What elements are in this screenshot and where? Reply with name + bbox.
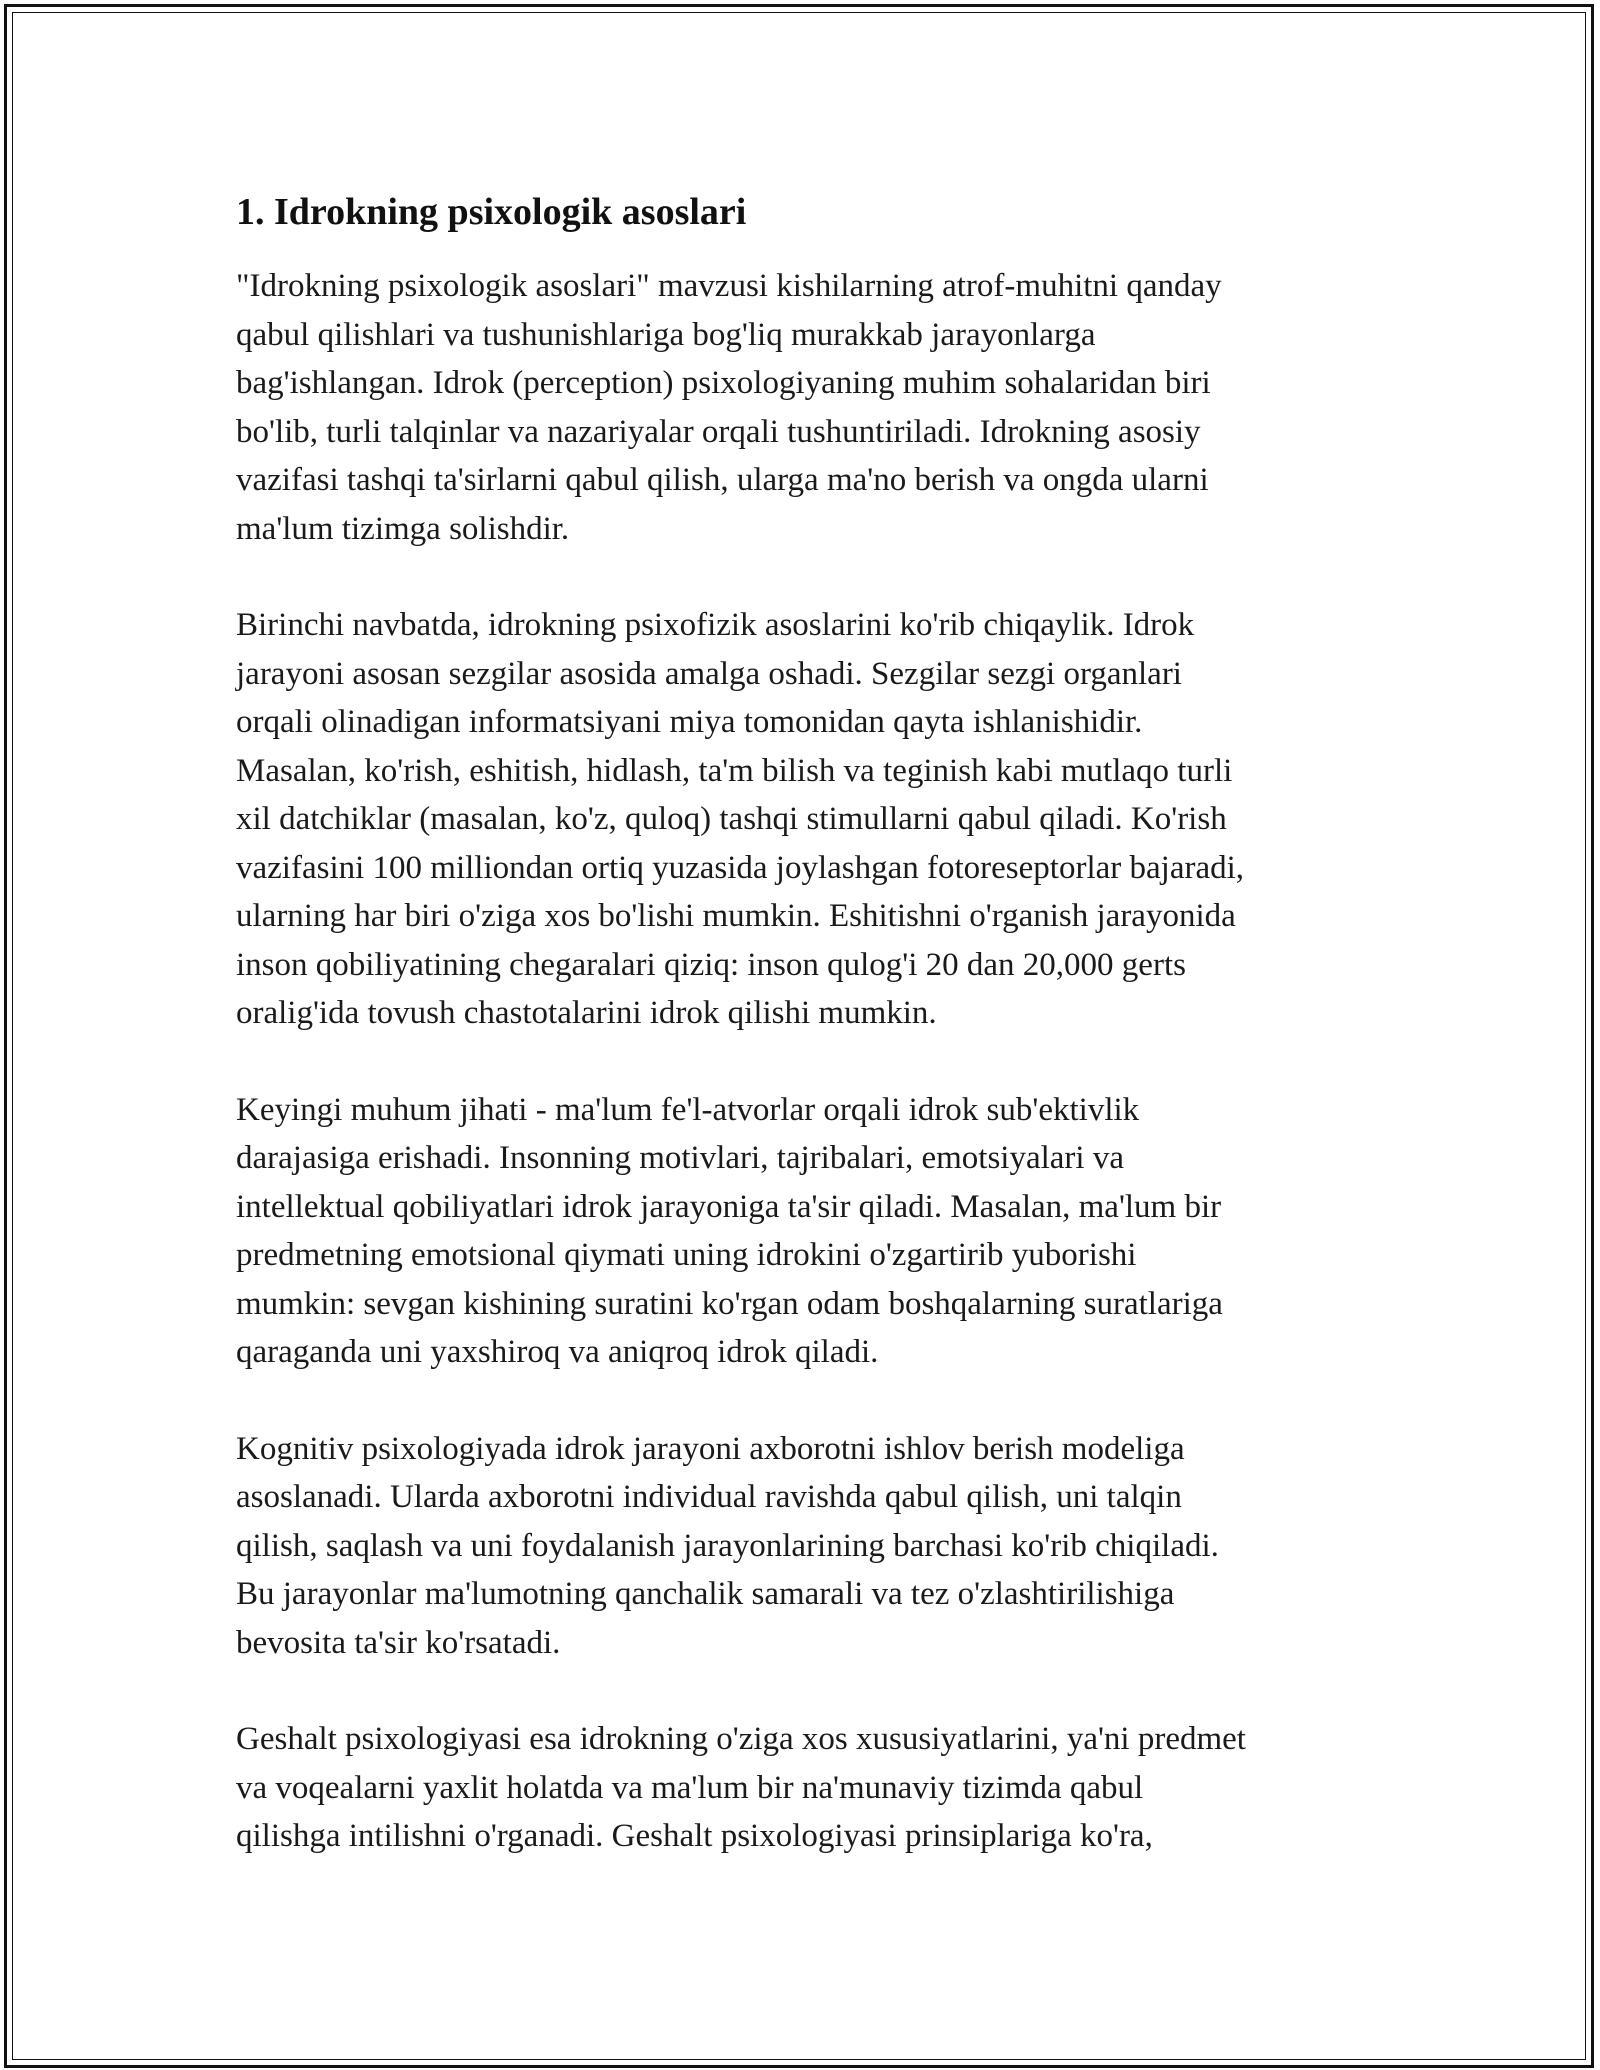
text-line: predmetning emotsional qiymati uning idrokini o'zgartirib yuborishi [236, 1237, 1137, 1273]
document-body [236, 184, 1376, 1909]
paragraph [236, 1086, 1376, 1377]
text-line: va voqealarni yaxlit holatda va ma'lum bir na'munaviy tizimda qabul [236, 1769, 1144, 1806]
paragraph [236, 601, 1376, 1038]
text-line: oralig'ida tovush chastotalarini idrok qilishi mumkin. [236, 995, 937, 1031]
text-line: bo'lib, turli talqinlar va nazariyalar orqali tushuntiriladi. Idrokning asosiy [236, 413, 1201, 450]
paragraph-list [236, 262, 1376, 1861]
text-line: mumkin: sevgan kishining suratini ko'rgan odam boshqalarning suratlariga [236, 1285, 1223, 1322]
text-line: "Idrokning psixologik asoslari" mavzusi kishilarning atrof-muhitni qanday [236, 268, 1222, 304]
text-line: Geshalt psixologiyasi esa idrokning o'ziga xos xususiyatlarini, ya'ni predmet [236, 1721, 1246, 1757]
text-line: inson qobiliyatining chegaralari qiziq: inson qulog'i 20 dan 20,000 gerts [236, 946, 1186, 983]
text-line: Bu jarayonlar ma'lumotning qanchalik samarali va tez o'zlashtirilishiga [236, 1576, 1175, 1612]
text-line: Kognitiv psixologiyada idrok jarayoni axborotni ishlov berish modeliga [236, 1430, 1185, 1467]
text-line: jarayoni asosan sezgilar asosida amalga oshadi. Sezgilar sezgi organlari [236, 655, 1182, 692]
text-line: asoslanadi. Ularda axborotni individual ravishda qabul qilish, uni talqin [236, 1479, 1182, 1515]
paragraph [236, 1425, 1376, 1668]
text-line: qaraganda uni yaxshiroq va aniqroq idrok qiladi. [236, 1334, 879, 1370]
text-line: bag'ishlangan. Idrok (perception) psixologiyaning muhim sohalaridan biri [236, 365, 1211, 401]
paragraph [236, 1715, 1376, 1861]
text-line: Masalan, ko'rish, eshitish, hidlash, ta'm bilish va teginish kabi mutlaqo turli [236, 752, 1233, 789]
text-line: qilish, saqlash va uni foydalanish jarayonlarining barchasi ko'rib chiqiladi. [236, 1527, 1219, 1564]
section-heading: 1. Idrokning psixologik asoslari [236, 191, 747, 233]
text-line: ma'lum tizimga solishdir. [236, 510, 570, 547]
text-line: ularning har biri o'ziga xos bo'lishi mumkin. Eshitishni o'rganish jarayonida [236, 898, 1236, 934]
text-line: Keyingi muhum jihati - ma'lum fe'l-atvorlar orqali idrok sub'ektivlik [236, 1091, 1140, 1128]
text-line: qilishga intilishni o'rganadi. Geshalt psixologiyasi prinsiplariga ko'ra, [236, 1818, 1153, 1854]
text-line: qabul qilishlari va tushunishlariga bog'liq murakkab jarayonlarga [236, 316, 1096, 353]
text-line: xil datchiklar (masalan, ko'z, quloq) tashqi stimullarni qabul qiladi. Ko'rish [236, 801, 1227, 837]
paragraph [236, 262, 1376, 553]
text-line: vazifasini 100 milliondan ortiq yuzasida joylashgan fotoreseptorlar bajaradi, [236, 849, 1245, 886]
text-line: vazifasi tashqi ta'sirlarni qabul qilish, ularga ma'no berish va ongda ularni [236, 462, 1209, 498]
text-line: orqali olinadigan informatsiyani miya tomonidan qayta ishlanishidir. [236, 704, 1143, 740]
text-line: Birinchi navbatda, idrokning psixofizik asoslarini ko'rib chiqaylik. Idrok [236, 607, 1195, 643]
text-line: bevosita ta'sir ko'rsatadi. [236, 1624, 561, 1661]
text-line: darajasiga erishadi. Insonning motivlari, tajribalari, emotsiyalari va [236, 1140, 1124, 1176]
text-line: intellektual qobiliyatlari idrok jarayoniga ta'sir qiladi. Masalan, ma'lum bir [236, 1188, 1222, 1225]
